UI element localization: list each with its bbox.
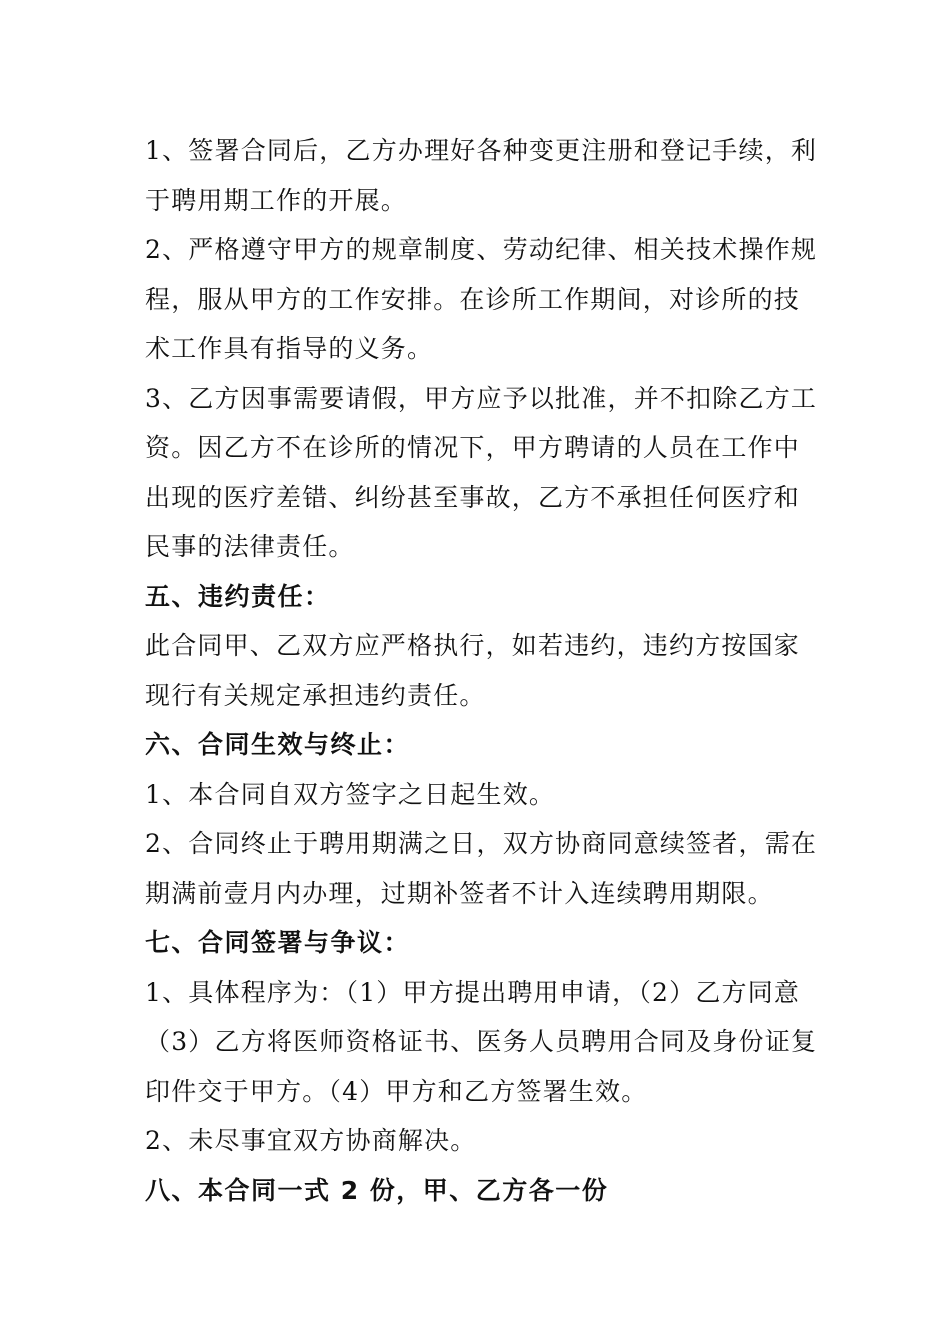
clause-line: 于聘用期工作的开展。 <box>145 185 408 215</box>
clause-line: 现行有关规定承担违约责任。 <box>145 680 486 710</box>
section-heading-breach: 五、违约责任： <box>145 581 331 611</box>
clause-line: 程，服从甲方的工作安排。在诊所工作期间，对诊所的技 <box>145 284 801 314</box>
clause-line: 出现的医疗差错、纠纷甚至事故，乙方不承担任何医疗和 <box>145 482 801 512</box>
document-body <box>145 126 818 1215</box>
clause-line: 1、签署合同后，乙方办理好各种变更注册和登记手续，利 <box>145 136 818 165</box>
clause-line: 2、未尽事宜双方协商解决。 <box>145 1126 477 1155</box>
clause-line: 此合同甲、乙双方应严格执行，如若违约，违约方按国家 <box>145 631 801 660</box>
clause-line: （3）乙方将医师资格证书、医务人员聘用合同及身份证复 <box>145 1027 818 1056</box>
clause-line: 印件交于甲方。（4）甲方和乙方签署生效。 <box>145 1076 648 1106</box>
clause-line: 资。因乙方不在诊所的情况下，甲方聘请的人员在工作中 <box>145 433 801 462</box>
clause-line: 民事的法律责任。 <box>145 532 355 561</box>
clause-line: 术工作具有指导的义务。 <box>145 334 434 363</box>
section-heading-copies: 八、本合同一式 2 份，甲、乙方各一份 <box>145 1175 609 1205</box>
section-heading-signing: 七、合同签署与争议： <box>145 928 411 957</box>
clause-line: 2、合同终止于聘用期满之日，双方协商同意续签者，需在 <box>145 829 818 858</box>
clause-line: 1、本合同自双方签字之日起生效。 <box>145 779 556 809</box>
clause-line: 1、具体程序为：（1）甲方提出聘用申请，（2）乙方同意 <box>145 977 801 1007</box>
clause-line: 3、乙方因事需要请假，甲方应予以批准，并不扣除乙方工 <box>145 383 818 413</box>
clause-line: 2、严格遵守甲方的规章制度、劳动纪律、相关技术操作规 <box>145 235 818 264</box>
section-heading-effect: 六、合同生效与终止： <box>145 730 411 759</box>
clause-line: 期满前壹月内办理，过期补签者不计入连续聘用期限。 <box>145 878 774 908</box>
